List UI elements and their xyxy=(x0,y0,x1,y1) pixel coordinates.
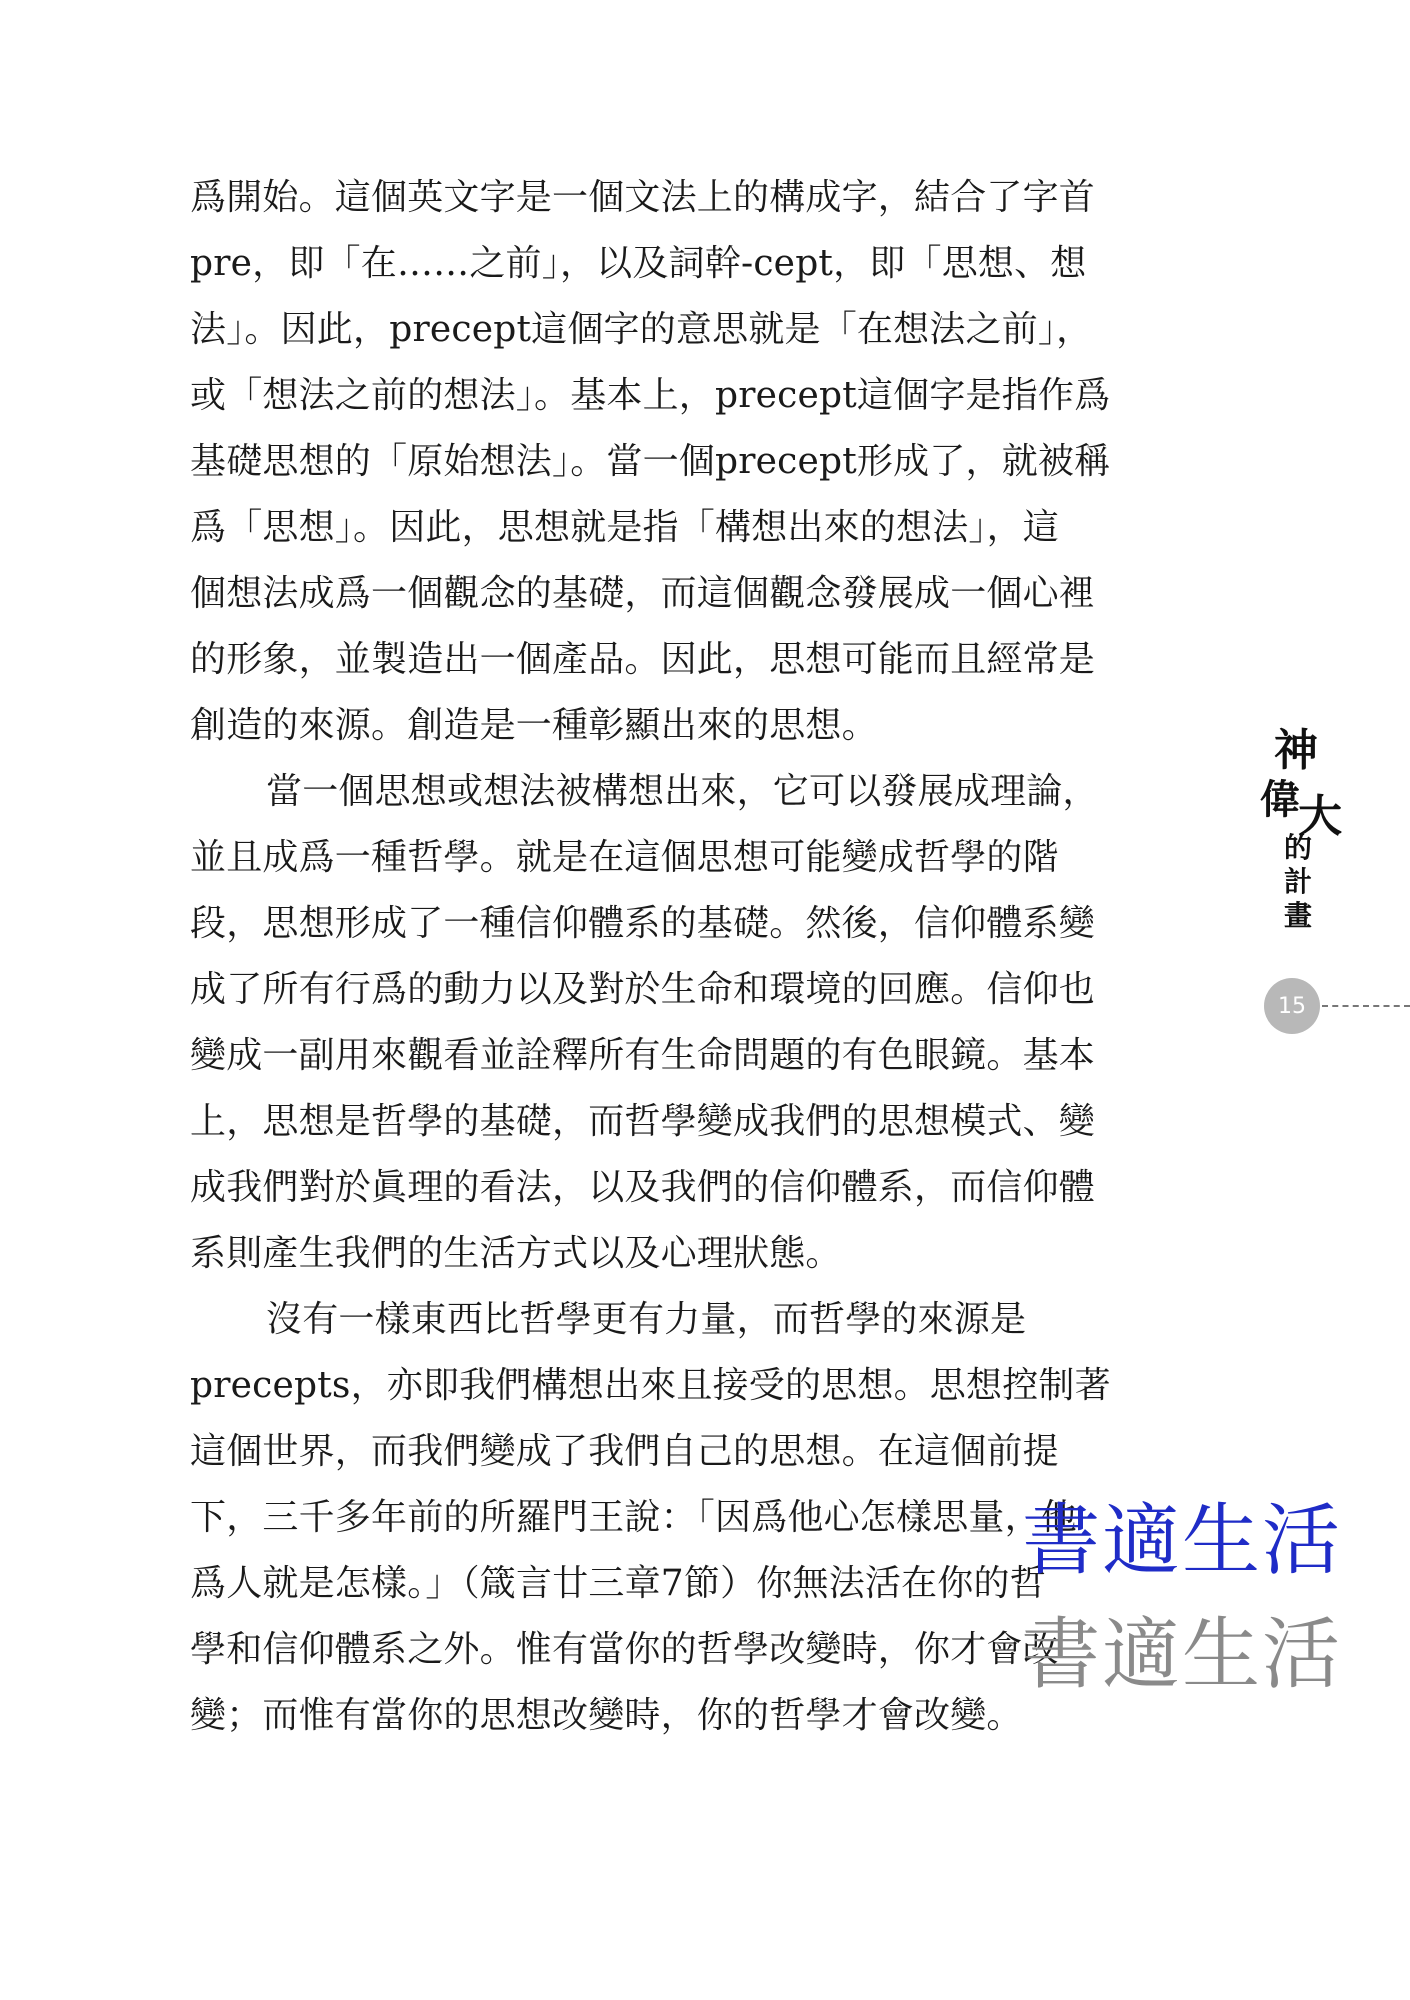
paragraph xyxy=(190,1287,1150,1749)
text-line: 成了所有行爲的動力以及對於生命和環境的回應。信仰也 xyxy=(190,969,1096,1010)
text-line: 系則產生我們的生活方式以及心理狀態。 xyxy=(190,1233,842,1274)
page-number: 15 xyxy=(1264,978,1320,1034)
text-line: 段，思想形成了一種信仰體系的基礎。然後，信仰體系變 xyxy=(190,903,1096,944)
text-line: 爲開始。這個英文字是一個文法上的構成字，結合了字首 xyxy=(190,177,1096,218)
title-char: 大 xyxy=(1298,791,1342,842)
page-number-leader xyxy=(1322,1005,1410,1007)
text-line: 沒有一樣東西比哲學更有力量，而哲學的來源是 xyxy=(266,1299,1027,1340)
text-line: 成我們對於眞理的看法，以及我們的信仰體系，而信仰體 xyxy=(190,1167,1096,1208)
watermark-blue: 書適生活 xyxy=(1022,1496,1343,1586)
body-text xyxy=(190,165,1150,1749)
text-line: 變；而惟有當你的思想改變時，你的哲學才會改變。 xyxy=(190,1695,1023,1736)
text-line: 並且成爲一種哲學。就是在這個思想可能變成哲學的階 xyxy=(190,837,1059,878)
text-line: 下，三千多年前的所羅門王說：「因爲他心怎樣思量，他 xyxy=(190,1497,1078,1538)
text-line: 學和信仰體系之外。惟有當你的哲學改變時，你才會改 xyxy=(190,1629,1059,1670)
text-line: 法」。因此，precept這個字的意思就是「在想法之前」， xyxy=(190,309,1093,350)
text-line: 爲「思想」。因此，思想就是指「構想出來的想法」，這 xyxy=(190,507,1060,548)
text-line: 或「想法之前的想法」。基本上，precept這個字是指作爲 xyxy=(190,375,1111,416)
text-line: 的形象，並製造出一個產品。因此，思想可能而且經常是 xyxy=(190,639,1096,680)
title-char: 計 xyxy=(1284,865,1313,898)
text-line: 創造的來源。創造是一種彰顯出來的思想。 xyxy=(190,705,878,746)
paragraph xyxy=(190,759,1150,1287)
title-char: 神 xyxy=(1274,725,1318,776)
text-line: 爲人就是怎樣。」（箴言廿三章7節）你無法活在你的哲 xyxy=(190,1563,1046,1604)
text-line: 這個世界，而我們變成了我們自己的思想。在這個前提 xyxy=(190,1431,1059,1472)
text-line: 基礎思想的「原始想法」。當一個precept形成了，就被稱 xyxy=(190,441,1111,482)
title-char: 的 xyxy=(1284,831,1313,864)
text-line: precepts，亦即我們構想出來且接受的思想。思想控制著 xyxy=(190,1365,1111,1406)
text-line: 當一個思想或想法被構想出來，它可以發展成理論， xyxy=(266,771,1099,812)
title-char: 畫 xyxy=(1284,899,1313,932)
text-line: pre，即「在……之前」，以及詞幹-cept，即「思想、想 xyxy=(190,243,1087,284)
text-line: 變成一副用來觀看並詮釋所有生命問題的有色眼鏡。基本 xyxy=(190,1035,1096,1076)
title-char: 偉 xyxy=(1260,776,1300,823)
text-line: 個想法成爲一個觀念的基礎，而這個觀念發展成一個心裡 xyxy=(190,573,1096,614)
watermark-gray: 書適生活 xyxy=(1022,1610,1343,1700)
paragraph xyxy=(190,165,1150,759)
text-line: 上，思想是哲學的基礎，而哲學變成我們的思想模式、變 xyxy=(190,1101,1096,1142)
